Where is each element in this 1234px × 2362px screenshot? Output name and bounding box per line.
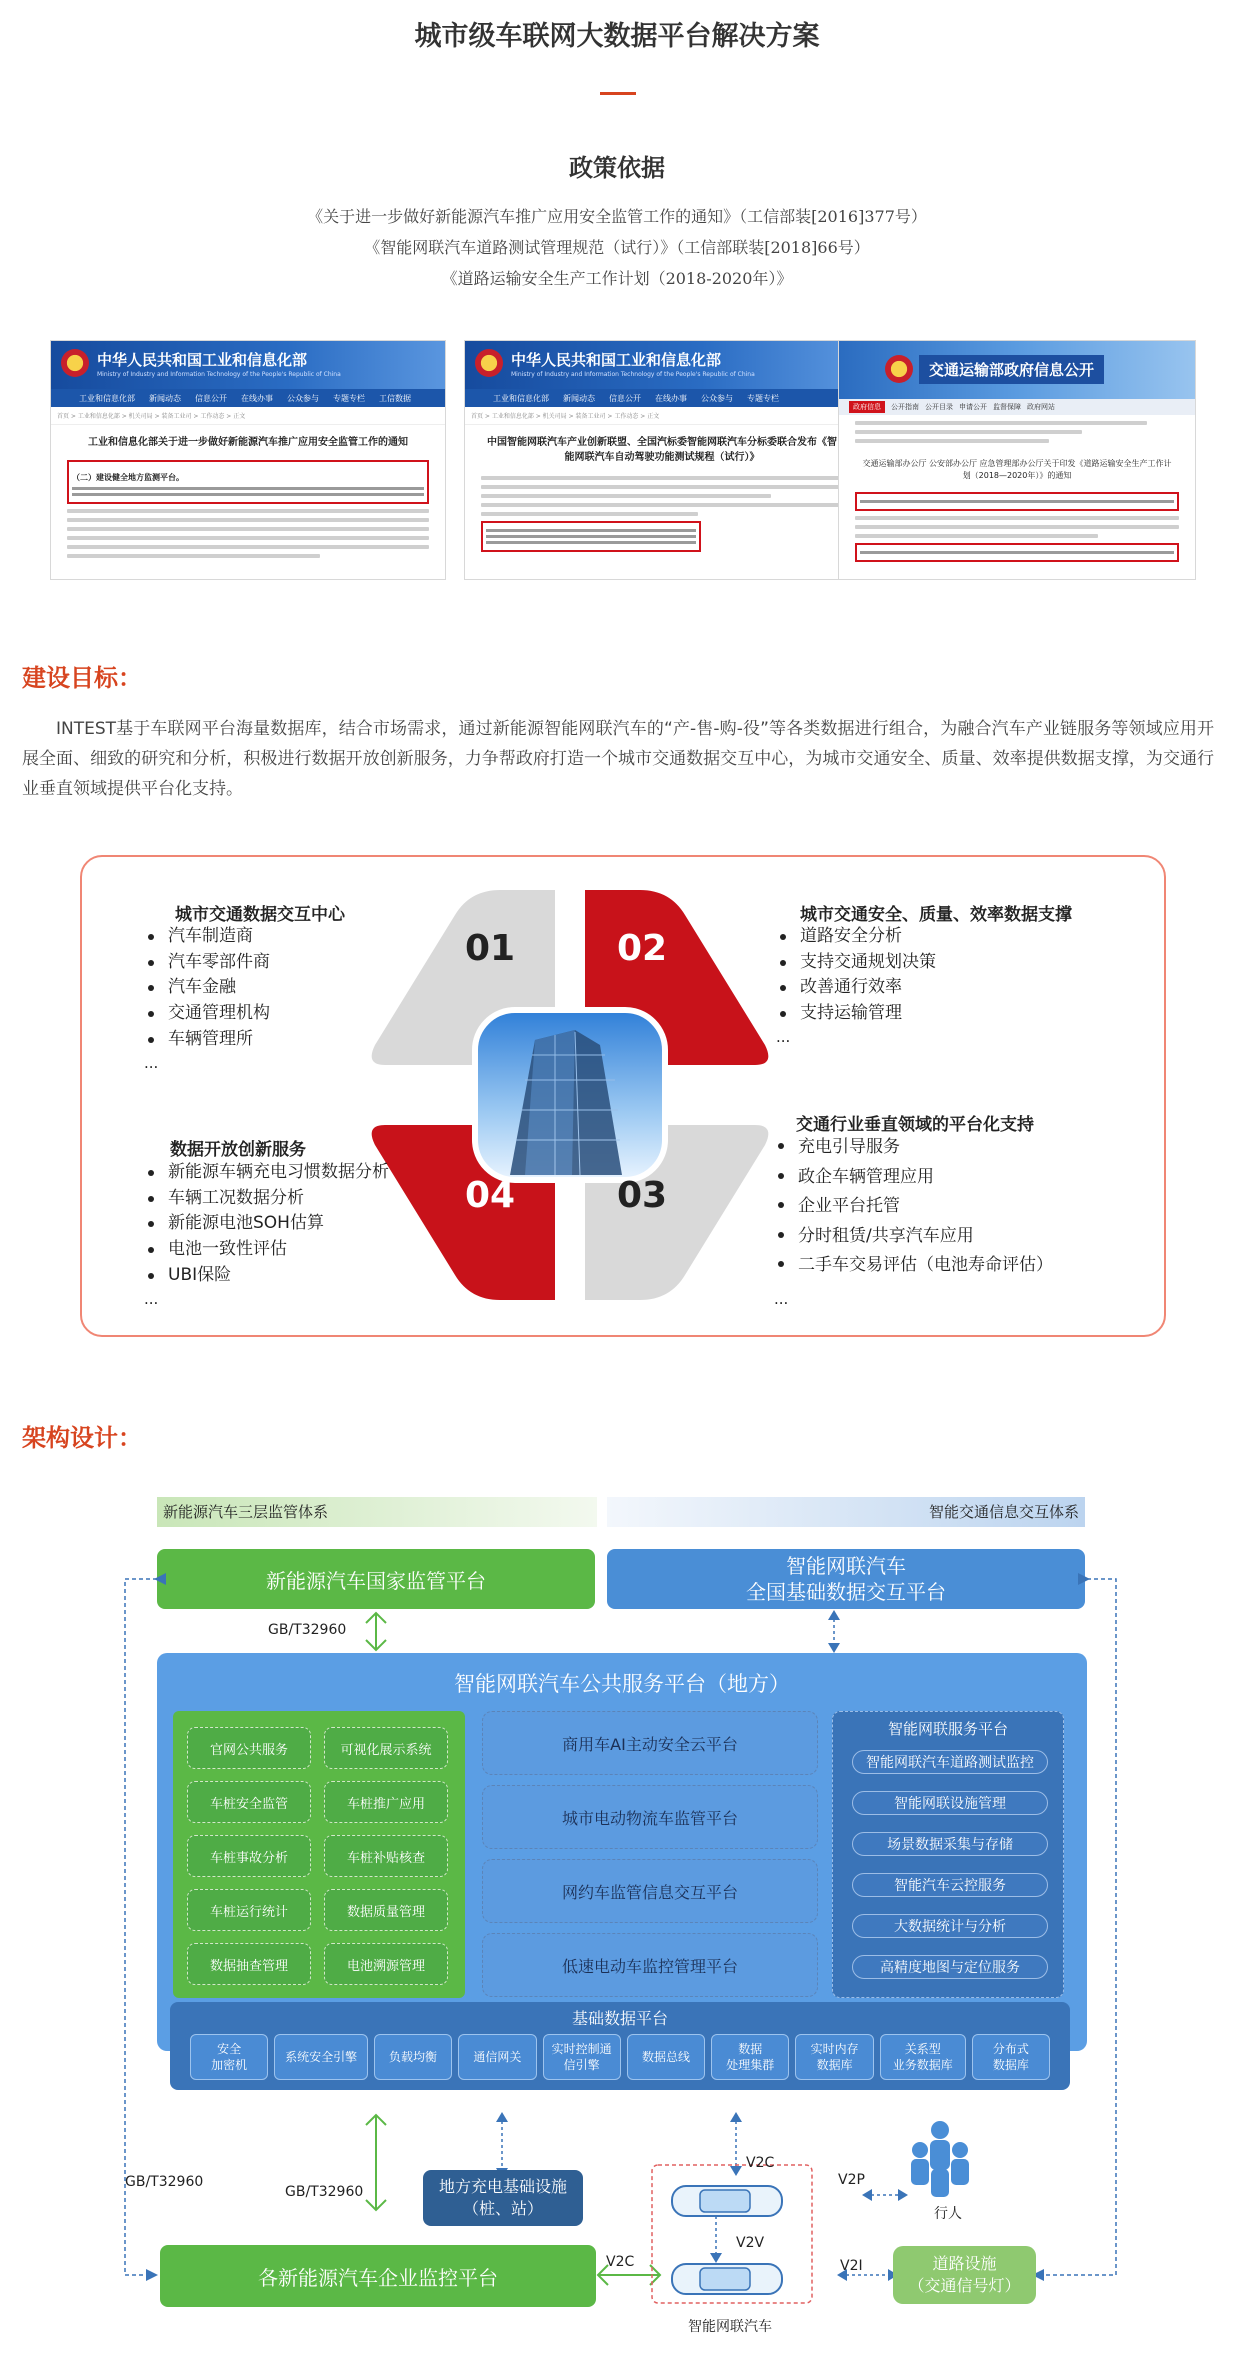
green-item: 可视化展示系统 bbox=[324, 1727, 448, 1769]
doc-banner bbox=[465, 341, 859, 389]
base-item-line: 数据总线 bbox=[641, 2050, 690, 2064]
goal-heading: 建设目标： bbox=[22, 664, 142, 692]
green-item: 车桩安全监管 bbox=[187, 1781, 311, 1823]
doc-highlight-box bbox=[481, 521, 701, 552]
arch-connectors bbox=[0, 1540, 1234, 2340]
base-item-line: 系统安全引擎 bbox=[285, 2050, 358, 2064]
charging-line1: 地方充电基础设施 bbox=[438, 2177, 567, 2196]
center-platform-item: 城市电动物流车监管平台 bbox=[482, 1785, 818, 1849]
green-item: 车桩运行统计 bbox=[187, 1889, 311, 1931]
car-icon bbox=[672, 2264, 782, 2294]
v2p-label: V2P bbox=[838, 2172, 865, 2188]
doc-nav bbox=[839, 399, 1195, 415]
quadrant-02-etc: ... bbox=[776, 1028, 791, 1046]
doc-nav-item: 信息公开 bbox=[195, 393, 227, 403]
quadrant-01-list bbox=[144, 924, 270, 1053]
list-item: 汽车制造商 bbox=[144, 924, 270, 950]
doc-body-text bbox=[839, 516, 1195, 538]
doc-nav-item: 专题专栏 bbox=[333, 393, 365, 403]
national-emblem-icon bbox=[475, 349, 503, 377]
arch-heading: 架构设计： bbox=[22, 1424, 142, 1452]
list-item: 支持交通规划决策 bbox=[776, 950, 936, 976]
list-item: 充电引导服务 bbox=[774, 1133, 1053, 1163]
green-item: 车桩补贴核查 bbox=[324, 1835, 448, 1877]
center-platform-item: 网约车监管信息交互平台 bbox=[482, 1859, 818, 1923]
base-item-line: 加密机 bbox=[211, 2058, 248, 2072]
service-item: 智能网联设施管理 bbox=[852, 1791, 1048, 1815]
doc-banner bbox=[51, 341, 445, 389]
list-item: 企业平台托管 bbox=[774, 1192, 1053, 1222]
doc-heading: 交通运输部办公厅 公安部办公厅 应急管理部办公厅关于印发《道路运输安全生产工作计划（2018—2020年）》的通知 bbox=[862, 459, 1172, 480]
doc-nav-item: 工业和信息化部 bbox=[79, 393, 135, 403]
quadrant-04-list bbox=[144, 1160, 389, 1289]
green-item: 数据质量管理 bbox=[324, 1889, 448, 1931]
pedestrian-label: 行人 bbox=[934, 2206, 962, 2222]
service-item: 智能汽车云控服务 bbox=[852, 1873, 1048, 1897]
doc-meta-text bbox=[839, 421, 1195, 443]
public-platform-title: 智能网联汽车公共服务平台（地方） bbox=[454, 1672, 790, 1696]
v2v-label: V2V bbox=[736, 2235, 765, 2251]
doc-nav-item: 监督保障 bbox=[993, 403, 1021, 411]
doc-heading: 工业和信息化部关于进一步做好新能源汽车推广应用安全监管工作的通知 bbox=[88, 437, 408, 448]
goal-paragraph: INTEST基于车联网平台海量数据库，结合市场需求，通过新能源智能网联汽车的“产-售-购-役”等各类数据进行组合，为融合汽车产业链服务等领域应用开展全面、细致的研究和分析，积极进行数据开放创新服务，力争帮政府打造一个城市交通数据交互中心，为城市交通安全、质量、效率提供数据支撑，为交通行业垂直领域提供平台化支持。 bbox=[22, 719, 1214, 799]
doc-highlight-label: （二）建设健全地方监测平台。 bbox=[72, 473, 184, 482]
doc-body-text bbox=[51, 509, 445, 558]
base-item-line: 关系型 bbox=[904, 2042, 941, 2056]
base-item-line: 分布式 bbox=[992, 2042, 1029, 2056]
base-item-line: 业务数据库 bbox=[892, 2058, 953, 2072]
quadrant-04-etc: ... bbox=[144, 1290, 159, 1308]
policy-line-2: 《智能网联汽车道路测试管理规范（试行）》（工信部联装[2018]66号） bbox=[364, 238, 870, 257]
national-emblem-icon bbox=[885, 355, 913, 383]
green-item: 车桩推广应用 bbox=[324, 1781, 448, 1823]
doc-nav-item: 政府网站 bbox=[1027, 403, 1055, 411]
center-platform-item: 商用车AI主动安全云平台 bbox=[482, 1711, 818, 1775]
doc-brand: 中华人民共和国工业和信息化部 bbox=[97, 351, 308, 369]
doc-breadcrumb: 首页 > 工业和信息化部 > 机关司局 > 装备工业司 > 工作动态 > 正文 bbox=[51, 407, 445, 425]
policy-doc-screenshot-2 bbox=[464, 340, 860, 580]
goal-petal-graphic bbox=[360, 880, 780, 1310]
list-item: 道路安全分析 bbox=[776, 924, 936, 950]
doc-body-text bbox=[465, 476, 859, 516]
doc-nav-item: 政府信息 bbox=[849, 401, 885, 413]
page-title: 城市级车联网大数据平台解决方案 bbox=[414, 21, 820, 52]
list-item: 分时租赁/共享汽车应用 bbox=[774, 1222, 1053, 1252]
petal-number-01: 01 bbox=[465, 928, 516, 969]
quadrant-03-title: 交通行业垂直领域的平台化支持 bbox=[796, 1115, 1034, 1135]
quadrant-03-list bbox=[774, 1133, 1053, 1281]
doc-nav-item: 公众参与 bbox=[287, 393, 319, 403]
quadrant-02-list bbox=[776, 924, 936, 1027]
quadrant-title: 城市交通数据交互中心 bbox=[175, 905, 345, 925]
service-item: 场景数据采集与存储 bbox=[852, 1832, 1048, 1856]
right-system-label: 智能交通信息交互体系 bbox=[607, 1497, 1085, 1527]
doc-highlight-box bbox=[855, 543, 1179, 562]
enterprise-platform-box: 各新能源汽车企业监控平台 bbox=[160, 2245, 596, 2307]
base-item-line: 数据库 bbox=[816, 2058, 853, 2072]
policy-heading: 政策依据 bbox=[569, 154, 665, 182]
left-system-label: 新能源汽车三层监管体系 bbox=[157, 1497, 597, 1527]
list-item: 交通管理机构 bbox=[144, 1001, 270, 1027]
base-item-line: 通信网关 bbox=[473, 2050, 522, 2064]
policy-doc-screenshot-1 bbox=[50, 340, 446, 580]
doc-highlight-box bbox=[67, 460, 429, 504]
doc-breadcrumb: 首页 > 工业和信息化部 > 机关司局 > 装备工业司 > 工作动态 > 正文 bbox=[465, 407, 859, 425]
base-item-line: 实时内存 bbox=[810, 2042, 859, 2056]
doc-brand: 交通运输部政府信息公开 bbox=[919, 355, 1104, 384]
doc-brand-en: Ministry of Industry and Information Technology of the People's Republic of China bbox=[97, 371, 341, 378]
doc-highlight-box bbox=[855, 492, 1179, 511]
doc-nav-item: 公众参与 bbox=[701, 393, 733, 403]
base-item-line: 数据库 bbox=[992, 2058, 1029, 2072]
list-item: 新能源车辆充电习惯数据分析 bbox=[144, 1160, 389, 1186]
road-facility-box bbox=[893, 2246, 1036, 2304]
petal-number-02: 02 bbox=[617, 928, 668, 969]
exchange-platform-line2: 全国基础数据交互平台 bbox=[746, 1580, 946, 1604]
list-item: 改善通行效率 bbox=[776, 975, 936, 1001]
base-item-line: 安全 bbox=[217, 2042, 242, 2056]
pedestrian-icon bbox=[911, 2121, 969, 2197]
petal-number-03: 03 bbox=[617, 1175, 668, 1216]
doc-brand: 中华人民共和国工业和信息化部 bbox=[511, 351, 722, 369]
doc-nav-item: 公开指南 bbox=[891, 403, 919, 411]
green-item: 官网公共服务 bbox=[187, 1727, 311, 1769]
base-item-line: 数据 bbox=[738, 2042, 763, 2056]
v2c-label-bottom: V2C bbox=[606, 2254, 635, 2270]
gbt-label-top: GB/T32960 bbox=[268, 1622, 347, 1638]
national-emblem-icon bbox=[61, 349, 89, 377]
doc-nav bbox=[51, 389, 445, 407]
doc-nav-item: 专题专栏 bbox=[747, 393, 779, 403]
road-line2: （交通信号灯） bbox=[908, 2276, 1021, 2295]
service-panel-title: 智能网联服务平台 bbox=[887, 1720, 1008, 1738]
list-item: 支持运输管理 bbox=[776, 1001, 936, 1027]
doc-nav-item: 新闻动态 bbox=[563, 393, 595, 403]
base-item-line: 处理集群 bbox=[726, 2058, 775, 2072]
policy-doc-screenshot-3 bbox=[838, 340, 1196, 580]
center-platform-item: 低速电动车监控管理平台 bbox=[482, 1933, 818, 1997]
list-item: 电池一致性评估 bbox=[144, 1237, 389, 1263]
charging-line2: （桩、站） bbox=[462, 2199, 543, 2218]
doc-nav-item: 工信数据 bbox=[379, 393, 411, 403]
doc-banner bbox=[839, 341, 1195, 399]
charging-infrastructure-box bbox=[423, 2170, 583, 2226]
road-line1: 道路设施 bbox=[932, 2254, 997, 2273]
vehicle-label: 智能网联汽车 bbox=[688, 2319, 772, 2335]
service-item: 大数据统计与分析 bbox=[852, 1914, 1048, 1938]
doc-nav-item: 在线办事 bbox=[241, 393, 273, 403]
petal-number-04: 04 bbox=[465, 1175, 516, 1216]
green-item: 电池溯源管理 bbox=[324, 1943, 448, 1985]
list-item: 汽车零部件商 bbox=[144, 950, 270, 976]
title-divider bbox=[600, 92, 636, 95]
service-item: 智能网联汽车道路测试监控 bbox=[852, 1750, 1048, 1774]
doc-nav-item: 公开目录 bbox=[925, 403, 953, 411]
doc-nav-item: 新闻动态 bbox=[149, 393, 181, 403]
quadrant-01-text bbox=[175, 900, 345, 925]
green-item: 数据抽查管理 bbox=[187, 1943, 311, 1985]
base-item-line: 负载均衡 bbox=[389, 2050, 438, 2064]
doc-heading: 中国智能网联汽车产业创新联盟、全国汽标委智能网联汽车分标委联合发布《智能网联汽车自动驾驶功能测试规程（试行）》 bbox=[487, 437, 837, 463]
quadrant-02-title: 城市交通安全、质量、效率数据支撑 bbox=[800, 905, 1072, 925]
base-item-line: 实时控制通 bbox=[551, 2042, 612, 2056]
quadrant-01-etc: ... bbox=[144, 1054, 159, 1072]
doc-nav-item: 信息公开 bbox=[609, 393, 641, 403]
policy-line-3: 《道路运输安全生产工作计划（2018-2020年）》 bbox=[441, 269, 793, 288]
list-item: 政企车辆管理应用 bbox=[774, 1163, 1053, 1193]
list-item: 新能源电池SOH估算 bbox=[144, 1211, 389, 1237]
car-icon bbox=[672, 2186, 782, 2216]
national-platform-box: 新能源汽车国家监管平台 bbox=[157, 1549, 595, 1609]
v2i-label: V2I bbox=[840, 2258, 863, 2274]
v2c-label-top: V2C bbox=[746, 2155, 775, 2171]
service-item: 高精度地图与定位服务 bbox=[852, 1955, 1048, 1979]
base-item-line: 信引擎 bbox=[563, 2058, 600, 2072]
base-platform-title: 基础数据平台 bbox=[571, 2009, 668, 2028]
exchange-platform-line1: 智能网联汽车 bbox=[786, 1554, 906, 1578]
list-item: 车辆工况数据分析 bbox=[144, 1186, 389, 1212]
doc-nav bbox=[465, 389, 859, 407]
doc-nav-item: 申请公开 bbox=[959, 403, 987, 411]
list-item: 汽车金融 bbox=[144, 975, 270, 1001]
doc-nav-item: 在线办事 bbox=[655, 393, 687, 403]
list-item: 二手车交易评估（电池寿命评估） bbox=[774, 1251, 1053, 1281]
quadrant-03-etc: ... bbox=[774, 1290, 789, 1308]
gbt-label-left: GB/T32960 bbox=[125, 2174, 204, 2190]
doc-brand-en: Ministry of Industry and Information Technology of the People's Republic of China bbox=[511, 371, 755, 378]
policy-line-1: 《关于进一步做好新能源汽车推广应用安全监管工作的通知》（工信部装[2016]377号） bbox=[307, 207, 927, 226]
green-item: 车桩事故分析 bbox=[187, 1835, 311, 1877]
doc-nav-item: 工业和信息化部 bbox=[493, 393, 549, 403]
gbt-label-mid: GB/T32960 bbox=[285, 2184, 364, 2200]
list-item: UBI保险 bbox=[144, 1263, 389, 1289]
quadrant-04-title: 数据开放创新服务 bbox=[170, 1140, 306, 1160]
list-item: 车辆管理所 bbox=[144, 1027, 270, 1053]
